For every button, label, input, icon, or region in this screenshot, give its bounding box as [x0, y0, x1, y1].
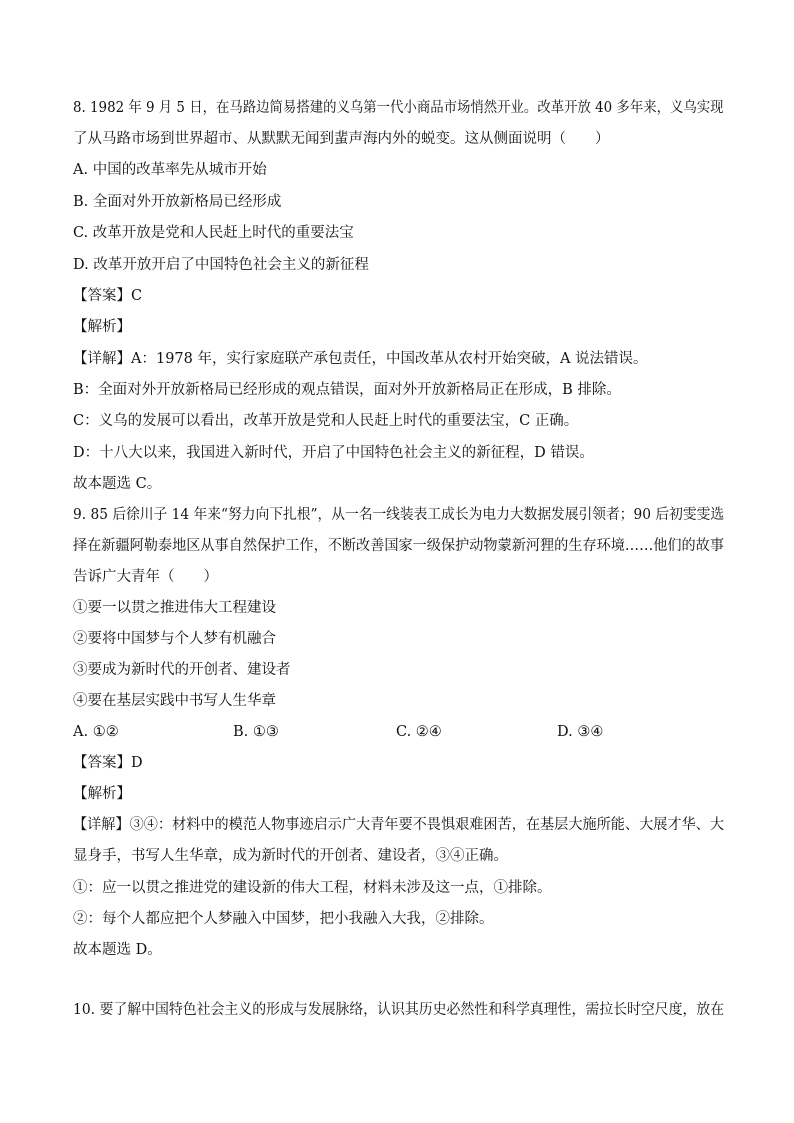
q8-answer-value: C	[131, 288, 143, 304]
q9-detail-line4: ②：每个人都应把个人梦融入中国梦，把小我融入大我，②排除。	[73, 911, 494, 927]
q9-option-d: D. ③④	[557, 724, 604, 740]
q9-detail-text1: ③④：材料中的模范人物事迹启示广大青年要不畏惧艰难困苦，在基层大施所能、大展才华、大	[129, 817, 724, 833]
q8-detail-tag: 【详解】	[73, 351, 131, 367]
q8-conclusion: 故本题选 C。	[73, 476, 162, 492]
q9-statement-2: ②要将中国梦与个人梦有机融合	[73, 631, 276, 647]
q9-statement-1: ①要一以贯之推进伟大工程建设	[73, 600, 276, 616]
q8-detail-line4: D：十八大以来，我国进入新时代，开启了中国特色社会主义的新征程，D 错误。	[73, 445, 594, 461]
q9-conclusion: 故本题选 D。	[73, 942, 162, 958]
q8-analysis-tag: 【解析】	[73, 319, 131, 335]
q8-stem-line2: 了从马路市场到世界超市、从默默无闻到蜚声海内外的蜕变。这从侧面说明（ ）	[73, 131, 610, 147]
q9-statement-4: ④要在基层实践中书写人生华章	[73, 693, 276, 709]
q8-detail-line1	[73, 349, 648, 369]
q9-stem-line3: 告诉广大青年（ ）	[73, 569, 218, 585]
q9-stem-line2: 择在新疆阿勒泰地区从事自然保护工作，不断改善国家一级保护动物蒙新河狸的生存环境……他们的故事	[73, 538, 724, 554]
q9-option-a: A. ①②	[73, 724, 119, 740]
q8-option-b: B. 全面对外开放新格局已经形成	[73, 194, 282, 210]
q9-analysis-tag: 【解析】	[73, 786, 131, 802]
q8-detail-text1: A：1978 年，实行家庭联产承包责任，中国改革从农村开始突破，A 说法错误。	[131, 351, 648, 367]
q9-detail-line1	[73, 815, 724, 835]
q9-detail-tag: 【详解】	[73, 817, 130, 833]
q9-option-b: B. ①③	[233, 724, 279, 740]
q9-answer-value: D	[131, 755, 143, 771]
q8-option-d: D. 改革开放开启了中国特色社会主义的新征程	[73, 257, 369, 273]
q10-stem-line1: 10. 要了解中国特色社会主义的形成与发展脉络，认识其历史必然性和科学真理性，需拉长时空尺度，放在	[73, 1002, 725, 1018]
q9-detail-line3: ①：应一以贯之推进党的建设新的伟大工程，材料未涉及这一点，①排除。	[73, 880, 552, 896]
q8-option-a: A. 中国的改革率先从城市开始	[73, 162, 267, 178]
q9-stem-line1: 9. 85 后徐川子 14 年来“努力向下扎根”，从一名一线装表工成长为电力大数据发展引领者；90 后初雯雯选	[73, 507, 725, 523]
q9-statement-3: ③要成为新时代的开创者、建设者	[73, 662, 291, 678]
q8-answer	[73, 286, 142, 306]
q9-detail-line2: 显身手，书写人生华章，成为新时代的开创者、建设者，③④正确。	[73, 848, 508, 864]
q9-answer	[73, 753, 143, 773]
q8-detail-line2: B：全面对外开放新格局已经形成的观点错误，面对外开放新格局正在形成，B 排除。	[73, 382, 621, 398]
q9-option-c: C. ②④	[396, 724, 442, 740]
q9-answer-tag: 【答案】	[73, 755, 131, 771]
q8-option-c: C. 改革开放是党和人民赶上时代的重要法宝	[73, 225, 354, 241]
q8-detail-line3: C：义乌的发展可以看出，改革开放是党和人民赶上时代的重要法宝，C 正确。	[73, 413, 579, 429]
q8-answer-tag: 【答案】	[73, 288, 131, 304]
q8-stem-line1: 8. 1982 年 9 月 5 日，在马路边简易搭建的义乌第一代小商品市场悄然开业。改革开放 40 多年来，义乌实现	[73, 100, 724, 116]
